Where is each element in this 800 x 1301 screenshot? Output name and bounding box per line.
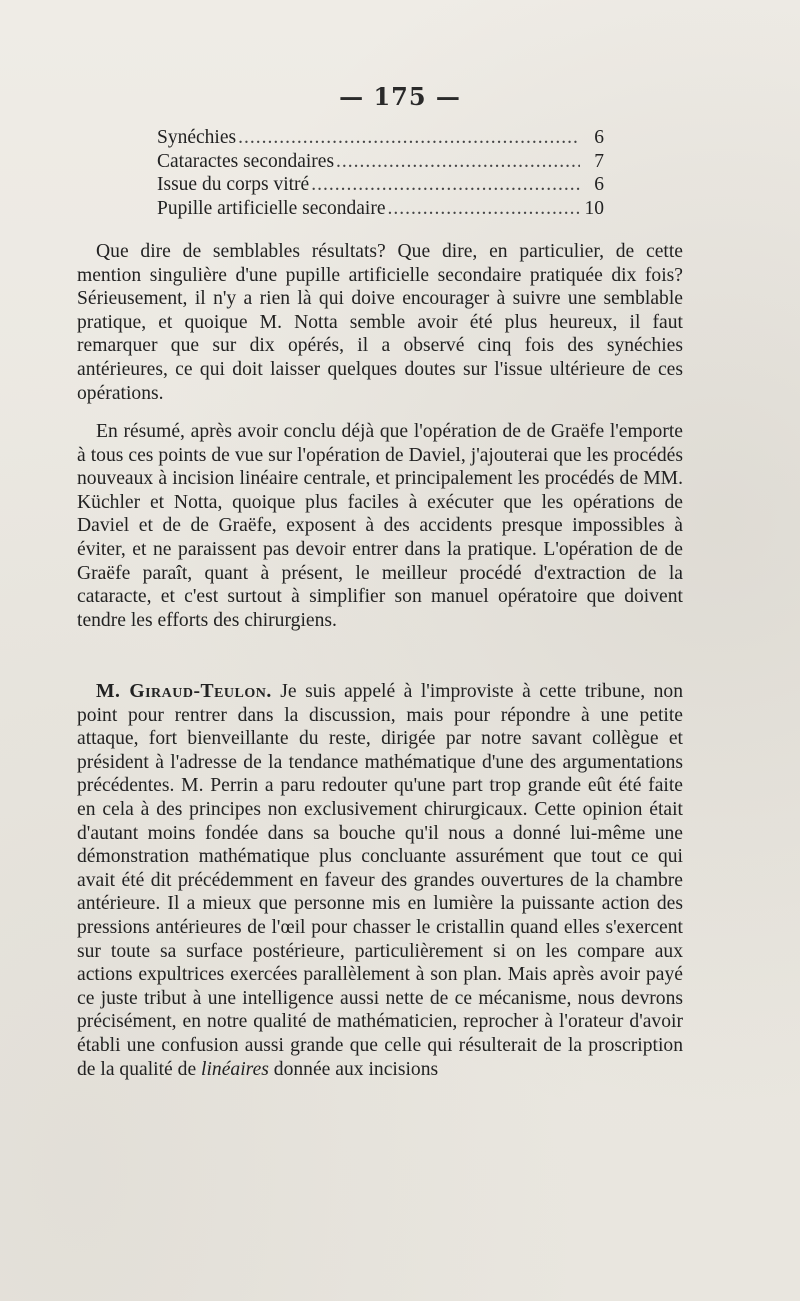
paragraph-text — [77, 680, 683, 1081]
paragraph-text: Que dire de semblables résultats? Que dire, en particulier, de cette mention singulière d'une pupille artificielle secondaire pratiquée dix fois? Sérieusement, il n'y a rien là qui doive encourager à suivre une semblable pratique, et quoique M. Notta semble avoir été plus heureux, il faut remarquer que sur dix opérés, il a observé cinq fois des synéchies antérieures, ce qui doit laisser quelques doutes sur l'issue ultérieure de ces opérations. — [77, 241, 683, 404]
emphasis-text: linéaires — [201, 1058, 269, 1080]
table-row — [157, 151, 604, 175]
speaker-name: M. Giraud-Teulon. — [96, 681, 272, 702]
stat-label: Cataractes secondaires — [157, 150, 335, 172]
speech-text: Je suis appelé à l'improviste à cette tribune, non point pour rentrer dans la discussion, mais pour répondre à une petite attaque, fort bienveillante du reste, dirigée par notre savant collègue et président à l'adresse de la tendance mathématique d'une des argumentations précédentes. M. Perrin a paru redouter qu'une part trop grande eût été faite en cela à des principes non exclusivement chirurgicaux. Cette opinion était d'autant moins fondée dans sa bouche qu'il nous a donné lui-même une démonstration mathématique plus concluante assurément que tout ce qui avait été dit précédemment en faveur des grandes ouvertures de la chambre antérieure. Il a mieux que personne mis en lumière la puissante action des pressions antérieures de l'œil pour chasser le cristallin quand elles s'exercent sur toute sa surface postérieure, particulièrement si on les compare aux actions expultrices exercées parallèlement à son plan. Mais après avoir payé ce juste tribut à une intelligence aussi nette de ce mécanisme, nous devrons précisément, en notre qualité de mathématicien, reprocher à l'orateur d'avoir établi une confusion aussi grande que celle qui résulterait de la proscription de la qualité de — [77, 681, 684, 1080]
stat-value: 6 — [594, 127, 604, 148]
speech-text-end: donnée aux incisions — [268, 1058, 439, 1080]
page-number: — 175 — — [339, 82, 461, 111]
paragraph-results — [77, 240, 683, 405]
paragraph-text: En résumé, après avoir conclu déjà que l'opération de de Graëfe l'emporte à tous ces points de vue sur l'opération de Daviel, j'ajouterai que les procédés nouveaux à incision linéaire centrale, et principalement les procédés de MM. Küchler et Notta, quoique plus faciles à exécuter que les opérations de Daviel et de de Graëfe, exposent à des accidents presque impossibles à éviter, et ne paraissent pas devoir entrer dans la pratique. L'opération de de Graëfe paraît, quant à présent, le meilleur procédé d'extraction de la cataracte, et c'est surtout à simplifier son manuel opératoire que doivent tendre les efforts des chirurgiens. — [77, 421, 683, 631]
stat-label: Pupille artificielle secondaire — [157, 197, 386, 219]
table-row — [157, 198, 604, 222]
stat-value: 6 — [594, 174, 604, 195]
dot-leader — [336, 151, 580, 173]
stat-value: 7 — [594, 150, 604, 172]
stat-label: Synéchies — [157, 127, 237, 148]
paragraph-giraud-teulon — [77, 680, 683, 1081]
dot-leader — [311, 174, 580, 196]
stat-label: Issue du corps vitré — [157, 174, 310, 195]
stat-value: 10 — [584, 197, 604, 219]
complications-table — [157, 127, 604, 221]
paragraph-summary — [77, 420, 683, 632]
dot-leader — [388, 198, 579, 220]
table-row — [157, 174, 604, 198]
dot-leader — [238, 127, 580, 149]
table-row — [157, 127, 604, 151]
